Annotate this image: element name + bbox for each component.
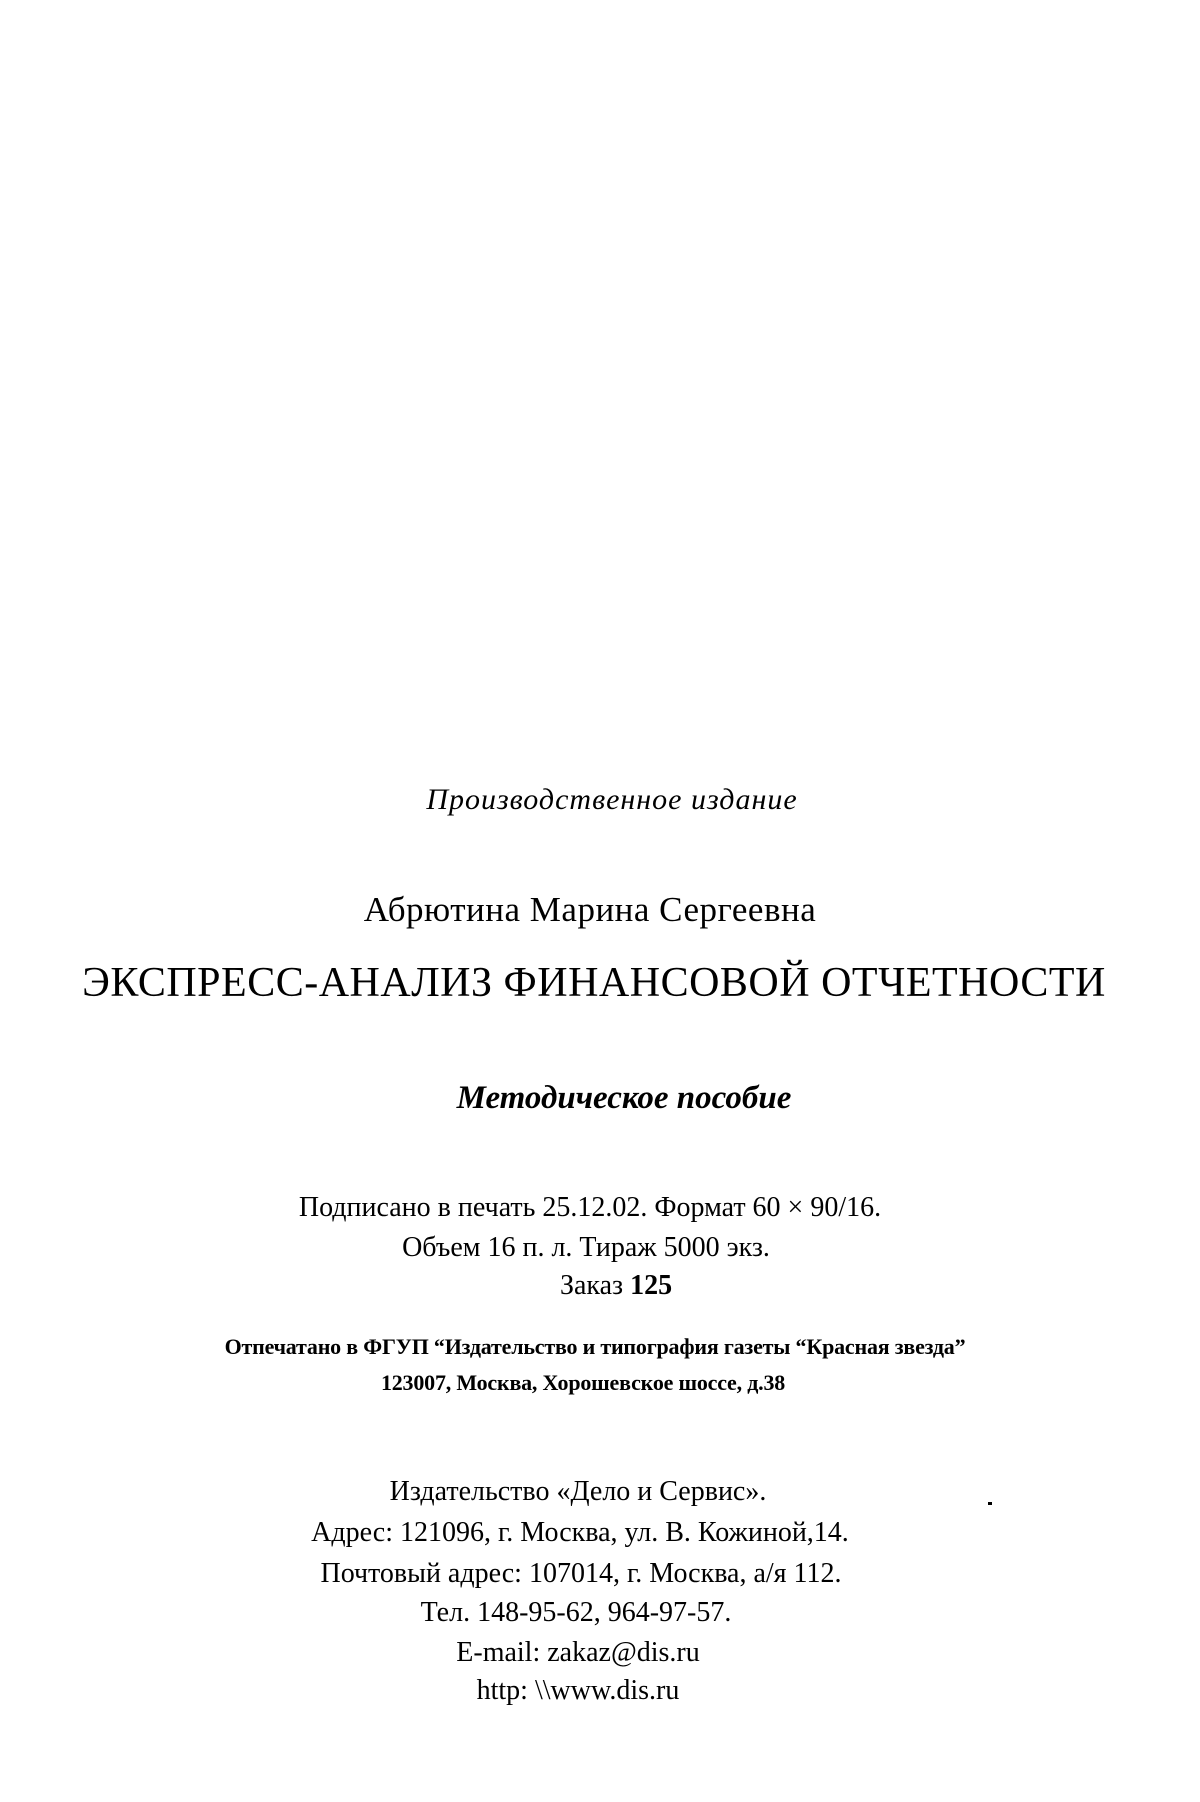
printer-name-line: Отпечатано в ФГУП “Издательство и типография газеты “Красная звезда” bbox=[224, 1334, 966, 1359]
publisher-web-line: http: \\www.dis.ru bbox=[476, 1675, 680, 1706]
publication-genre: Производственное издание bbox=[426, 783, 798, 816]
print-signed-format-line: Подписано в печать 25.12.02. Формат 60 × 90/16. bbox=[298, 1192, 882, 1223]
publisher-address-line: Адрес: 121096, г. Москва, ул. В. Кожиной,14. bbox=[311, 1517, 849, 1548]
book-title: ЭКСПРЕСС-АНАЛИЗ ФИНАНСОВОЙ ОТЧЕТНОСТИ bbox=[82, 960, 1106, 1006]
order-label: Заказ bbox=[559, 1270, 624, 1301]
printer-address-line: 123007, Москва, Хорошевское шоссе, д.38 bbox=[380, 1370, 786, 1395]
order-number: 125 bbox=[630, 1270, 673, 1301]
publisher-phone-line: Тел. 148-95-62, 964-97-57. bbox=[420, 1597, 732, 1628]
order-line bbox=[16, 1272, 1200, 1300]
scan-speck bbox=[988, 1502, 992, 1505]
book-subtitle: Методическое пособие bbox=[456, 1080, 792, 1116]
volume-print-run-line: Объем 16 п. л. Тираж 5000 экз. bbox=[402, 1232, 770, 1263]
publisher-email-line: E-mail: zakaz@dis.ru bbox=[456, 1637, 700, 1668]
publisher-postal-line: Почтовый адрес: 107014, г. Москва, а/я 112. bbox=[320, 1558, 842, 1589]
author-name: Абрютина Марина Сергеевна bbox=[363, 890, 817, 929]
publisher-name-line: Издательство «Дело и Сервис». bbox=[389, 1476, 767, 1507]
